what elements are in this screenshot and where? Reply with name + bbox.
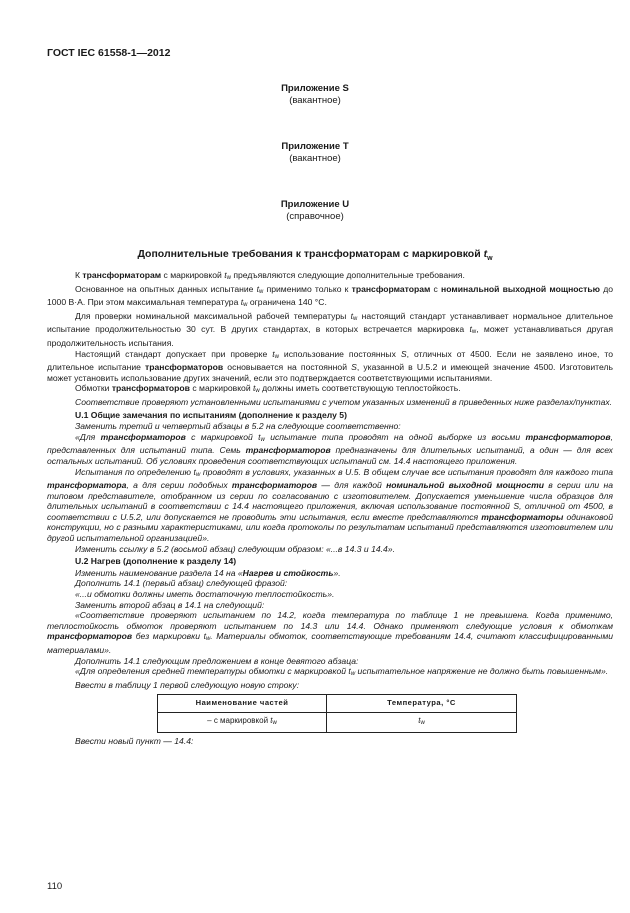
variable: t	[256, 283, 260, 294]
text-segment: испытание типа проводят на одной выборке из восьми	[264, 431, 526, 442]
variable: S	[351, 362, 357, 373]
text-segment: Настоящий стандарт допускает при проверке	[75, 348, 273, 359]
text-segment: в серии или на типовом представителе, отобранном из серии по согласованию с изготовителем. Допускается уменьшение числа образцов для длительных испытаний в соответствии с 14.4 настоящего приложения, включая использование постоянной	[47, 480, 613, 512]
text-segment: Изменить наименование раздела 14 на «	[75, 567, 243, 578]
variable: t	[272, 348, 275, 359]
paragraph: Дополнить 14.1 следующим предложением в конце девятого абзаца:	[75, 655, 359, 666]
bold-term: трансформаторам	[351, 283, 431, 294]
variable: t	[469, 324, 472, 335]
paragraph	[47, 284, 613, 311]
text-segment: до 1000 В·А. При этом максимальная температура	[47, 283, 613, 308]
text-segment: , а для серии подобных	[126, 480, 232, 491]
bold-term: трансформаторов	[245, 445, 331, 456]
annex-t	[0, 141, 630, 165]
bold-term: трансформаторов	[100, 431, 186, 442]
table-row	[158, 712, 517, 732]
text-segment: должны иметь соответствующую теплостойкость.	[259, 383, 461, 394]
text-segment: , указанной в U.5.2 и имеющей значение 4500. Изготовитель может установить использование других значений, если это подтверждается соответствующими испытаниями.	[47, 362, 614, 383]
text-segment: «Для	[75, 431, 101, 442]
bold-term: трансформаторам	[82, 270, 162, 280]
text-segment: основывается на постоянной	[223, 362, 352, 373]
paragraph: Соответствие проверяют установленными испытаниями с учетом указанных изменений в приведенных ниже разделах/пунктах.	[75, 396, 613, 407]
variable: t	[350, 310, 354, 321]
paragraph: Заменить третий и четвертый абзацы в 5.2 на следующие соответственно:	[75, 421, 401, 432]
paragraph	[47, 666, 613, 680]
annex-subtitle: (справочное)	[286, 211, 344, 222]
text-segment: — для каждой	[317, 480, 387, 491]
text-segment: испытательное напряжение не должно быть повышенным».	[355, 666, 609, 677]
text-segment: «Соответствие проверяют испытанием по 14.2, когда температура по таблице 1 не превышена. Когда применимо, теплостойкость обмоток проверяют испытанием по 14.3 или 14.4. Однако применяют следующие условия к обмоткам	[47, 610, 613, 631]
annex-title: Приложение S	[281, 83, 349, 94]
text-segment: предназначены для длительных испытаний, а один — для всех остальных испытаний. Об условиях проведения соответствующих испытаний см. 14.4 настоящего приложения.	[47, 445, 613, 466]
text-segment: К	[75, 270, 83, 280]
document-body	[47, 270, 613, 746]
table-cell: – с маркировкой $t_w$	[158, 712, 327, 732]
document-header: ГОСТ IEC 61558-1—2012	[47, 47, 171, 59]
subscript: w	[353, 315, 358, 322]
temperature-table	[157, 694, 517, 732]
text-segment: , отличных от 4500. Если не заявлено иное, то длительное испытание	[47, 348, 613, 373]
paragraph	[47, 311, 613, 349]
bold-term: трансформаторов	[145, 362, 224, 373]
annex-title: Приложение T	[281, 141, 349, 152]
text-segment: одинаковой конструкции, но с разными характеристиками, или когда протоколы по результатам испытаний представляются изготовителем или другой испытательной организацией».	[47, 511, 613, 544]
bold-term: трансформаторы	[481, 511, 564, 522]
variable: t	[348, 666, 351, 677]
paragraph: Заменить второй абзац в 14.1 на следующий:	[75, 599, 265, 610]
annex-subtitle: (вакантное)	[289, 153, 341, 164]
section-heading: Дополнительные требования к трансформаторам с маркировкой $t_w$	[137, 248, 493, 263]
paragraph: Дополнить 14.1 (первый абзац) следующей фразой:	[75, 578, 288, 589]
text-segment: . Материалы обмоток, соответствующие требованиям 14.4, считают классифицированными материалами».	[47, 631, 613, 655]
bold-term: трансформаторов	[231, 480, 318, 491]
paragraph: «...и обмотки должны иметь достаточную теплостойкость».	[75, 589, 335, 600]
text-segment: с	[430, 283, 442, 294]
variable: t	[203, 631, 206, 642]
table-cell: $t_w$	[327, 712, 517, 732]
annex-s	[0, 83, 630, 107]
text-segment: с маркировкой	[185, 431, 259, 442]
paragraph: Ввести в таблицу 1 первой следующую новую строку:	[75, 679, 300, 690]
text-segment: «Для определения средней температуры обмотки с маркировкой	[75, 666, 349, 677]
subscript: w	[350, 671, 356, 678]
bold-term: номинальной выходной мощностью	[441, 283, 601, 294]
text-segment: с маркировкой	[161, 270, 225, 280]
text-segment: предъявляются следующие дополнительные требования.	[230, 270, 465, 280]
text-segment: Основанное на опытных данных испытание	[75, 283, 257, 294]
text-segment: с маркировкой	[189, 383, 254, 394]
variable: t	[224, 270, 227, 280]
text-segment: применимо только к	[263, 283, 352, 294]
annex-u	[0, 199, 630, 223]
variable: t	[253, 383, 256, 394]
paragraph	[47, 568, 613, 579]
bold-term: трансформаторов	[111, 383, 190, 394]
variable: t	[240, 297, 244, 308]
subscript: w	[243, 302, 248, 309]
table-header-row	[158, 695, 517, 713]
text-segment: ».	[333, 567, 341, 578]
text-segment: , представленных для испытаний типа. Семь	[47, 431, 613, 456]
text-segment: Для проверки номинальной максимальной рабочей температуры	[75, 310, 351, 321]
paragraph	[47, 383, 613, 397]
variable: S	[400, 348, 407, 359]
bold-term: трансформаторов	[47, 631, 133, 642]
annex-title: Приложение U	[280, 199, 350, 210]
subsection-title: U.2 Нагрев (дополнение к разделу 14)	[75, 556, 237, 567]
text-segment: использование постоянных	[278, 348, 401, 359]
paragraph	[47, 467, 613, 544]
subscript: w	[259, 288, 264, 295]
variable: t	[193, 466, 196, 477]
paragraph	[47, 349, 613, 384]
subscript: w	[274, 353, 279, 360]
subscript: w	[226, 275, 231, 281]
paragraph	[47, 270, 613, 284]
text-segment: , может устанавливаться другая продолжительность испытания.	[47, 324, 613, 348]
page-number: 110	[47, 881, 63, 892]
text-segment: настоящий стандарт устанавливает нормальное длительное испытание продолжительностью 30 сут. В других стандартах, в которых встречается маркировка	[47, 310, 613, 335]
text-segment: без маркировки	[132, 631, 204, 642]
subscript: w	[260, 436, 265, 443]
text-segment: ограничена 140 °С.	[247, 297, 327, 308]
bold-term: Нагрев и стойкость	[242, 567, 334, 578]
subscript: w	[195, 471, 201, 478]
paragraph	[47, 432, 613, 467]
text-segment: Испытания по определению	[75, 466, 194, 477]
variable: S	[513, 501, 520, 512]
table-header-cell: Наименование частей	[158, 695, 327, 713]
subsection-title: U.1 Общие замечания по испытаниям (дополнение к разделу 5)	[75, 409, 347, 420]
variable: t	[258, 431, 261, 442]
table-header-cell: Температура, °С	[327, 695, 517, 713]
text-segment: проводят в условиях, указанных в U.5. В общем случае все испытания проводят для каждого типа	[200, 466, 613, 477]
text-segment: , отличной от 4500, в соответствии с U.5.2, или допускается не проводить эти испытания, если вместе представляются	[47, 501, 613, 522]
bold-term: трансформаторов	[525, 431, 611, 442]
paragraph: Ввести новый пункт — 14.4:	[75, 735, 194, 746]
text-segment: Обмотки	[75, 383, 112, 394]
paragraph: Изменить ссылку в 5.2 (восьмой абзац) следующим образом: «...в 14.3 и 14.4».	[75, 543, 395, 554]
bold-term: трансформатора	[47, 480, 127, 491]
subscript: w	[471, 329, 477, 336]
subscript: w	[205, 636, 211, 643]
subscript: w	[255, 388, 260, 395]
bold-term: номинальной выходной мощности	[386, 480, 545, 491]
annex-subtitle: (вакантное)	[289, 95, 341, 106]
paragraph	[47, 610, 613, 655]
